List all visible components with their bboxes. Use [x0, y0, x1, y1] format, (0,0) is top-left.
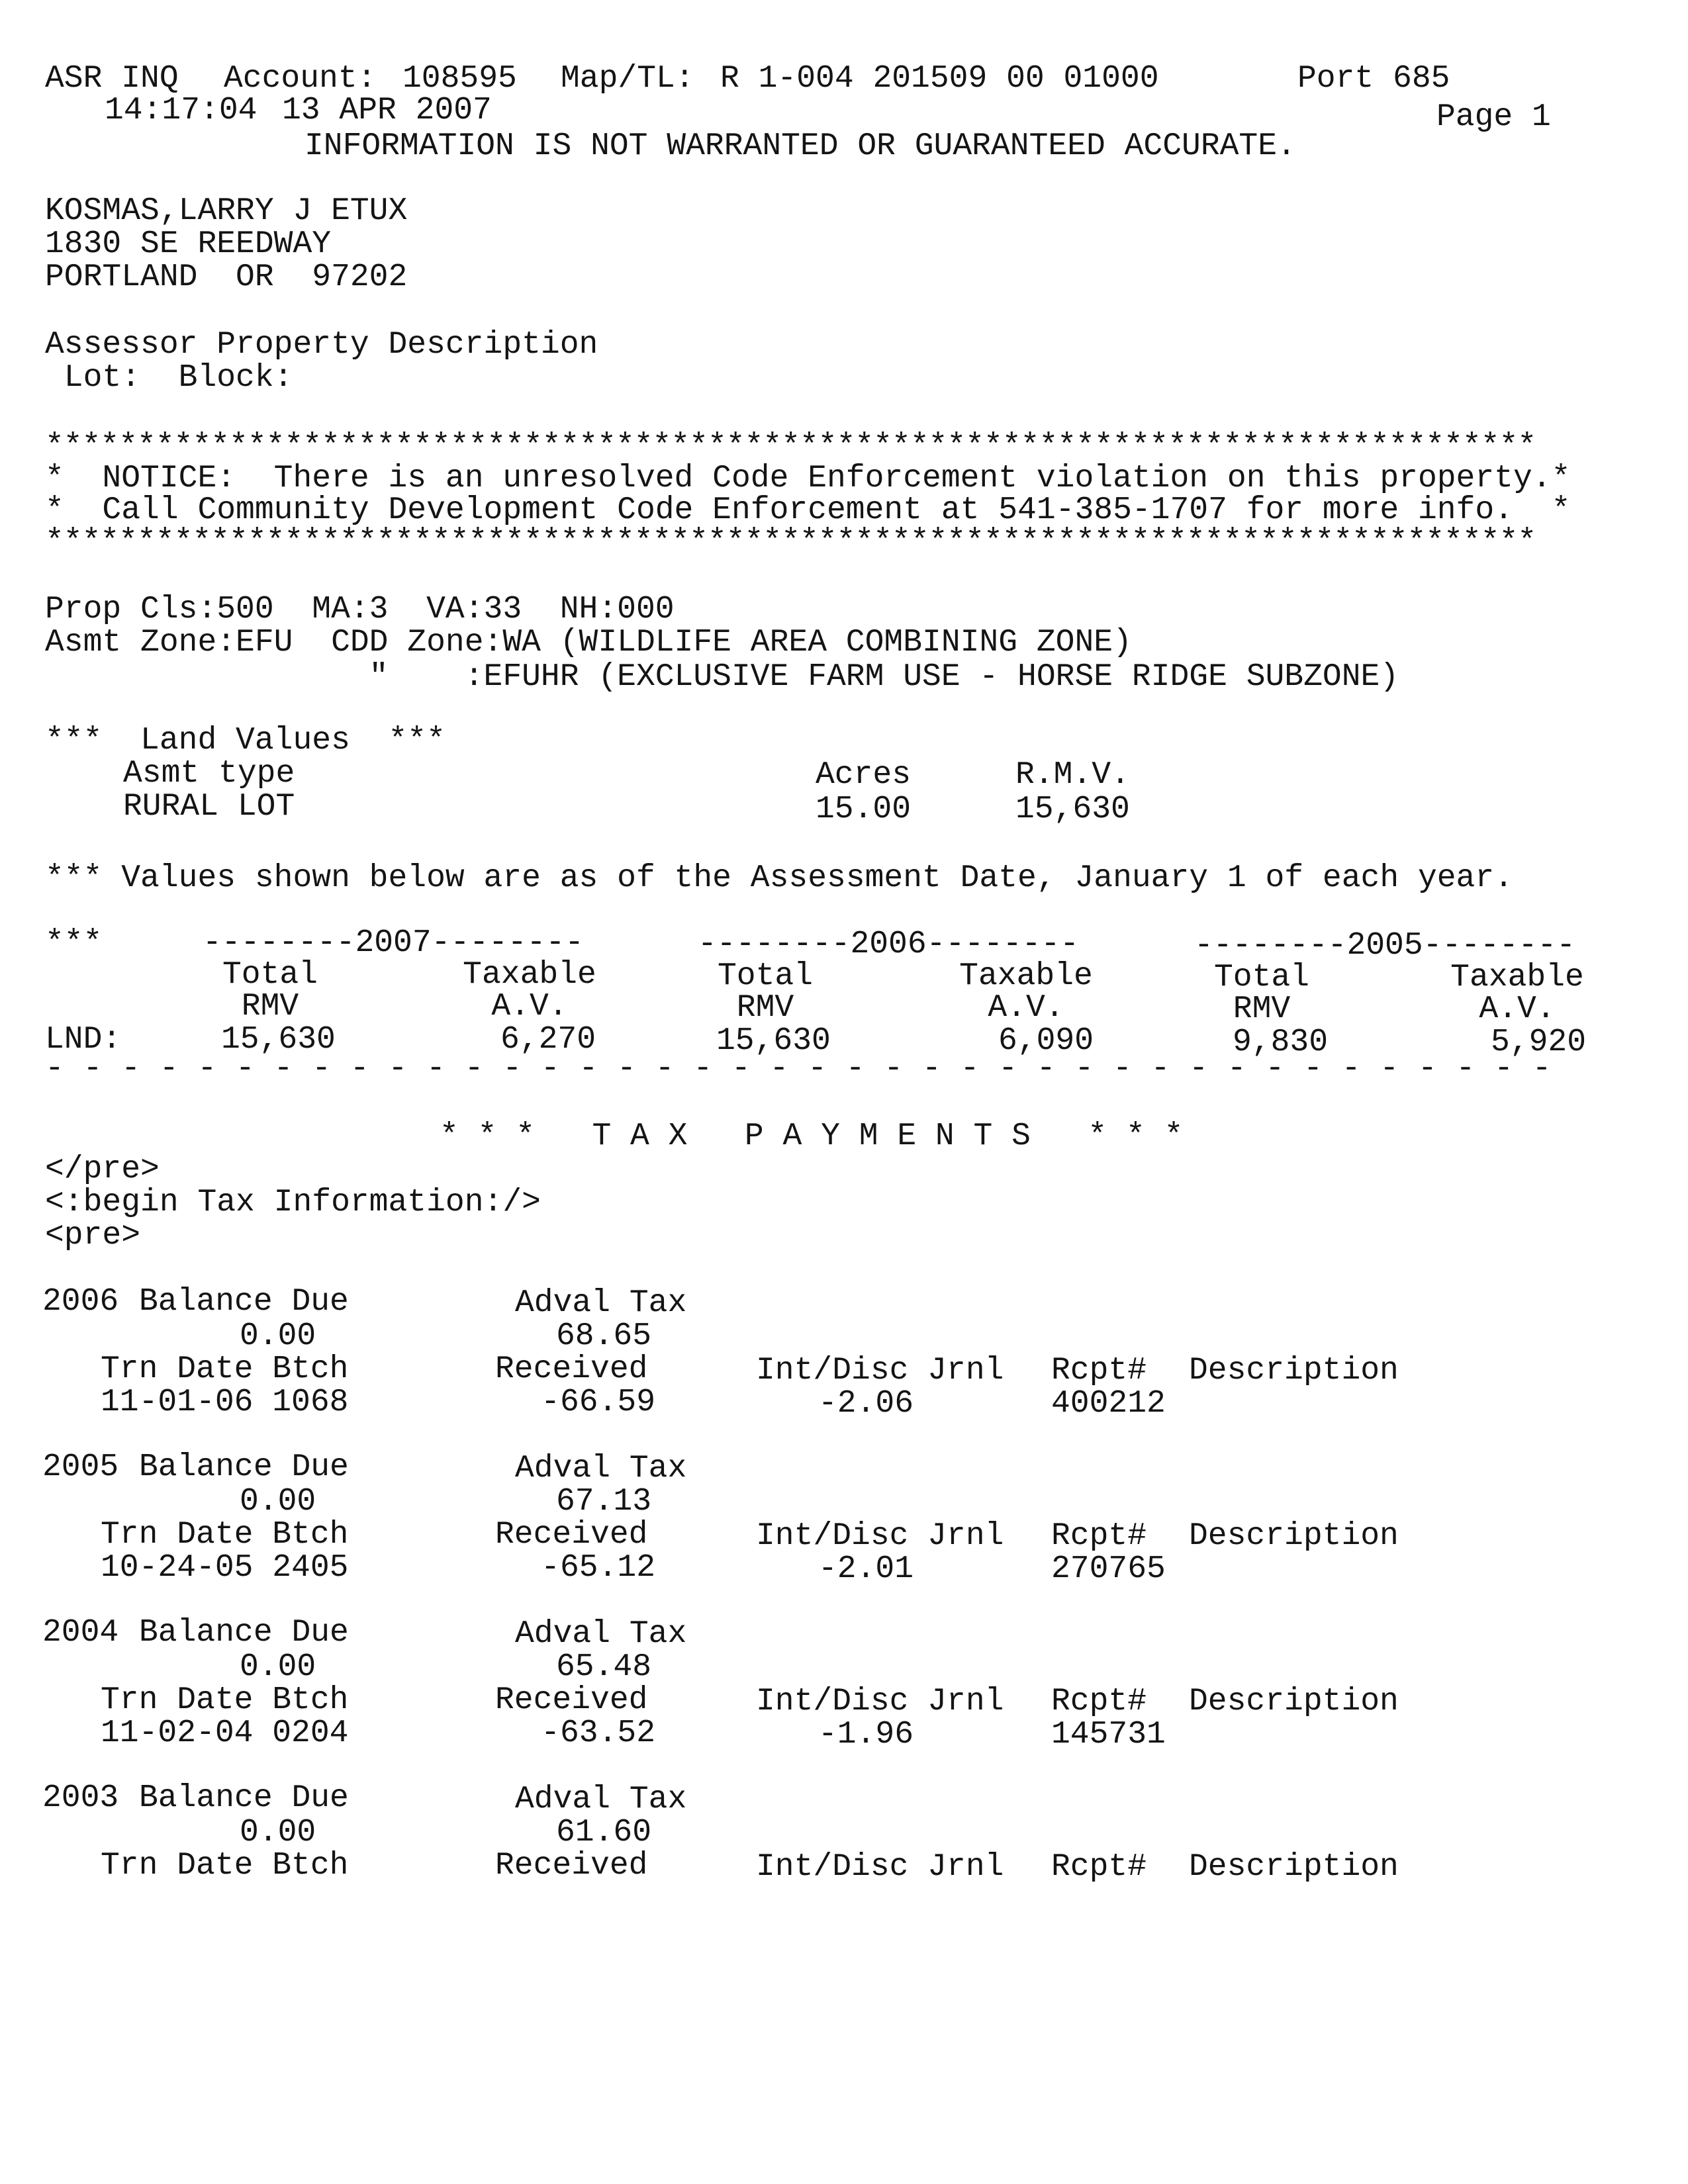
description-label: Description [1189, 1684, 1399, 1719]
asmt-type-header: Asmt type [123, 756, 295, 792]
adval-tax-value: 67.13 [556, 1484, 652, 1520]
received-label: Received [495, 1848, 648, 1884]
int-disc-jrnl-label: Int/Disc Jrnl [756, 1518, 1004, 1554]
rmv-header-2005: RMV [1233, 991, 1291, 1027]
rcpt-label: Rcpt# [1051, 1353, 1147, 1388]
total-header-2007: Total [222, 957, 318, 993]
received-label: Received [495, 1517, 648, 1553]
lnd-total-2005: 9,830 [1233, 1024, 1329, 1060]
notice-line-1: * NOTICE: There is an unresolved Code Enforcement violation on this property.* [45, 461, 1571, 496]
adval-tax-label: Adval Tax [515, 1782, 687, 1817]
int-disc-value: -2.06 [818, 1386, 914, 1422]
total-header-2005: Total [1213, 960, 1310, 995]
lnd-row-label: LND: [45, 1022, 122, 1058]
rmv-value: 15,630 [1015, 792, 1130, 827]
description-label: Description [1189, 1353, 1399, 1388]
tax-year: 2006 [42, 1284, 119, 1320]
received-value: -66.59 [541, 1385, 655, 1420]
balance-due-label: Balance Due [139, 1449, 349, 1485]
int-disc-jrnl-label: Int/Disc Jrnl [756, 1849, 1004, 1885]
screen-id: ASR INQ [45, 61, 179, 97]
year-label-2007: --------2007-------- [203, 925, 585, 961]
rmv-header-2006: RMV [736, 990, 794, 1026]
adval-tax-value: 65.48 [556, 1649, 652, 1685]
balance-due-label: Balance Due [139, 1780, 349, 1816]
trn-date-btch-value: 11-01-06 1068 [101, 1385, 349, 1420]
av-header-2005: A.V. [1479, 991, 1556, 1027]
tax-year: 2003 [42, 1780, 119, 1816]
owner-street: 1830 SE REEDWAY [45, 226, 332, 262]
total-header-2006: Total [717, 958, 814, 994]
trn-date-btch-value: 10-24-05 2405 [101, 1550, 349, 1586]
description-label: Description [1189, 1518, 1399, 1554]
description-label: Description [1189, 1849, 1399, 1885]
pre-open-tag: <pre> [45, 1218, 141, 1253]
lnd-total-2006: 15,630 [716, 1023, 831, 1059]
values-table-stars: *** [45, 925, 103, 961]
report-time: 14:17:04 [105, 93, 258, 128]
adval-tax-value: 61.60 [556, 1815, 652, 1850]
year-label-2006: --------2006-------- [698, 927, 1080, 962]
notice-border-top: ********************************************************************************* [45, 429, 1536, 465]
adval-tax-label: Adval Tax [515, 1451, 687, 1486]
notice-line-2: * Call Community Development Code Enforcement at 541-385-1707 for more info. * [45, 492, 1571, 528]
values-note: *** Values shown below are as of the Assessment Date, January 1 of each year. [45, 860, 1513, 896]
av-header-2006: A.V. [988, 990, 1064, 1026]
lnd-taxable-2007: 6,270 [500, 1022, 596, 1058]
account-number: 108595 [402, 61, 517, 97]
rcpt-value: 145731 [1051, 1717, 1166, 1752]
int-disc-value: -1.96 [818, 1717, 914, 1752]
values-table-rule: - - - - - - - - - - - - - - - - - - - - - - - - - - - - - - - - - - - - - - - - [45, 1051, 1552, 1087]
account-label: Account: [224, 61, 377, 97]
int-disc-jrnl-label: Int/Disc Jrnl [756, 1353, 1004, 1388]
owner-city: PORTLAND OR 97202 [45, 259, 408, 295]
adval-tax-label: Adval Tax [515, 1285, 687, 1321]
taxable-header-2005: Taxable [1450, 960, 1584, 995]
trn-date-btch-label: Trn Date Btch [101, 1351, 349, 1387]
begin-tax-info-tag: <:begin Tax Information:/> [45, 1185, 541, 1220]
received-value: -65.12 [541, 1550, 655, 1586]
notice-border-bottom: ********************************************************************************* [45, 524, 1536, 560]
page-number: Page 1 [1436, 99, 1551, 135]
rcpt-value: 400212 [1051, 1386, 1166, 1422]
tax-year: 2005 [42, 1449, 119, 1485]
rcpt-label: Rcpt# [1051, 1518, 1147, 1554]
lnd-taxable-2005: 5,920 [1490, 1024, 1586, 1060]
rcpt-label: Rcpt# [1051, 1684, 1147, 1719]
rcpt-label: Rcpt# [1051, 1849, 1147, 1885]
acres-header: Acres [816, 757, 912, 793]
pre-close-tag: </pre> [45, 1152, 160, 1187]
disclaimer: INFORMATION IS NOT WARRANTED OR GUARANTEED ACCURATE. [305, 128, 1296, 164]
description-title: Assessor Property Description [45, 327, 598, 363]
balance-due-value: 0.00 [240, 1649, 316, 1685]
year-label-2005: --------2005-------- [1194, 928, 1576, 964]
received-value: -63.52 [541, 1715, 655, 1751]
received-label: Received [495, 1351, 648, 1387]
lot-block: Lot: Block: [45, 360, 293, 396]
int-disc-jrnl-label: Int/Disc Jrnl [756, 1684, 1004, 1719]
taxable-header-2006: Taxable [959, 958, 1093, 994]
trn-date-btch-label: Trn Date Btch [101, 1682, 349, 1718]
owner-name: KOSMAS,LARRY J ETUX [45, 193, 408, 229]
zone-line-2: " :EFUHR (EXCLUSIVE FARM USE - HORSE RIDGE SUBZONE) [45, 659, 1399, 695]
asmt-type-value: RURAL LOT [123, 789, 295, 825]
zone-line: Asmt Zone:EFU CDD Zone:WA (WILDLIFE AREA COMBINING ZONE) [45, 625, 1132, 660]
lnd-total-2007: 15,630 [221, 1022, 336, 1058]
balance-due-label: Balance Due [139, 1615, 349, 1651]
balance-due-value: 0.00 [240, 1484, 316, 1520]
maptl-value: R 1-004 201509 00 01000 [720, 61, 1159, 97]
tax-year: 2004 [42, 1615, 119, 1651]
int-disc-value: -2.01 [818, 1551, 914, 1587]
adval-tax-value: 68.65 [556, 1318, 652, 1354]
av-header-2007: A.V. [491, 989, 568, 1024]
balance-due-value: 0.00 [240, 1815, 316, 1850]
taxable-header-2007: Taxable [463, 957, 596, 993]
received-label: Received [495, 1682, 648, 1718]
trn-date-btch-label: Trn Date Btch [101, 1848, 349, 1884]
property-class-line: Prop Cls:500 MA:3 VA:33 NH:000 [45, 592, 675, 627]
report-date: 13 APR 2007 [282, 93, 492, 128]
maptl-label: Map/TL: [561, 61, 694, 97]
trn-date-btch-value: 11-02-04 0204 [101, 1715, 349, 1751]
port-number: Port 685 [1297, 61, 1450, 97]
lnd-taxable-2006: 6,090 [998, 1023, 1094, 1059]
rmv-header: R.M.V. [1015, 757, 1130, 793]
adval-tax-label: Adval Tax [515, 1616, 687, 1652]
tax-payments-title: * * * T A X P A Y M E N T S * * * [440, 1118, 1184, 1154]
trn-date-btch-label: Trn Date Btch [101, 1517, 349, 1553]
balance-due-label: Balance Due [139, 1284, 349, 1320]
balance-due-value: 0.00 [240, 1318, 316, 1354]
rcpt-value: 270765 [1051, 1551, 1166, 1587]
rmv-header-2007: RMV [241, 989, 299, 1024]
land-values-title: *** Land Values *** [45, 723, 445, 758]
acres-value: 15.00 [816, 792, 912, 827]
